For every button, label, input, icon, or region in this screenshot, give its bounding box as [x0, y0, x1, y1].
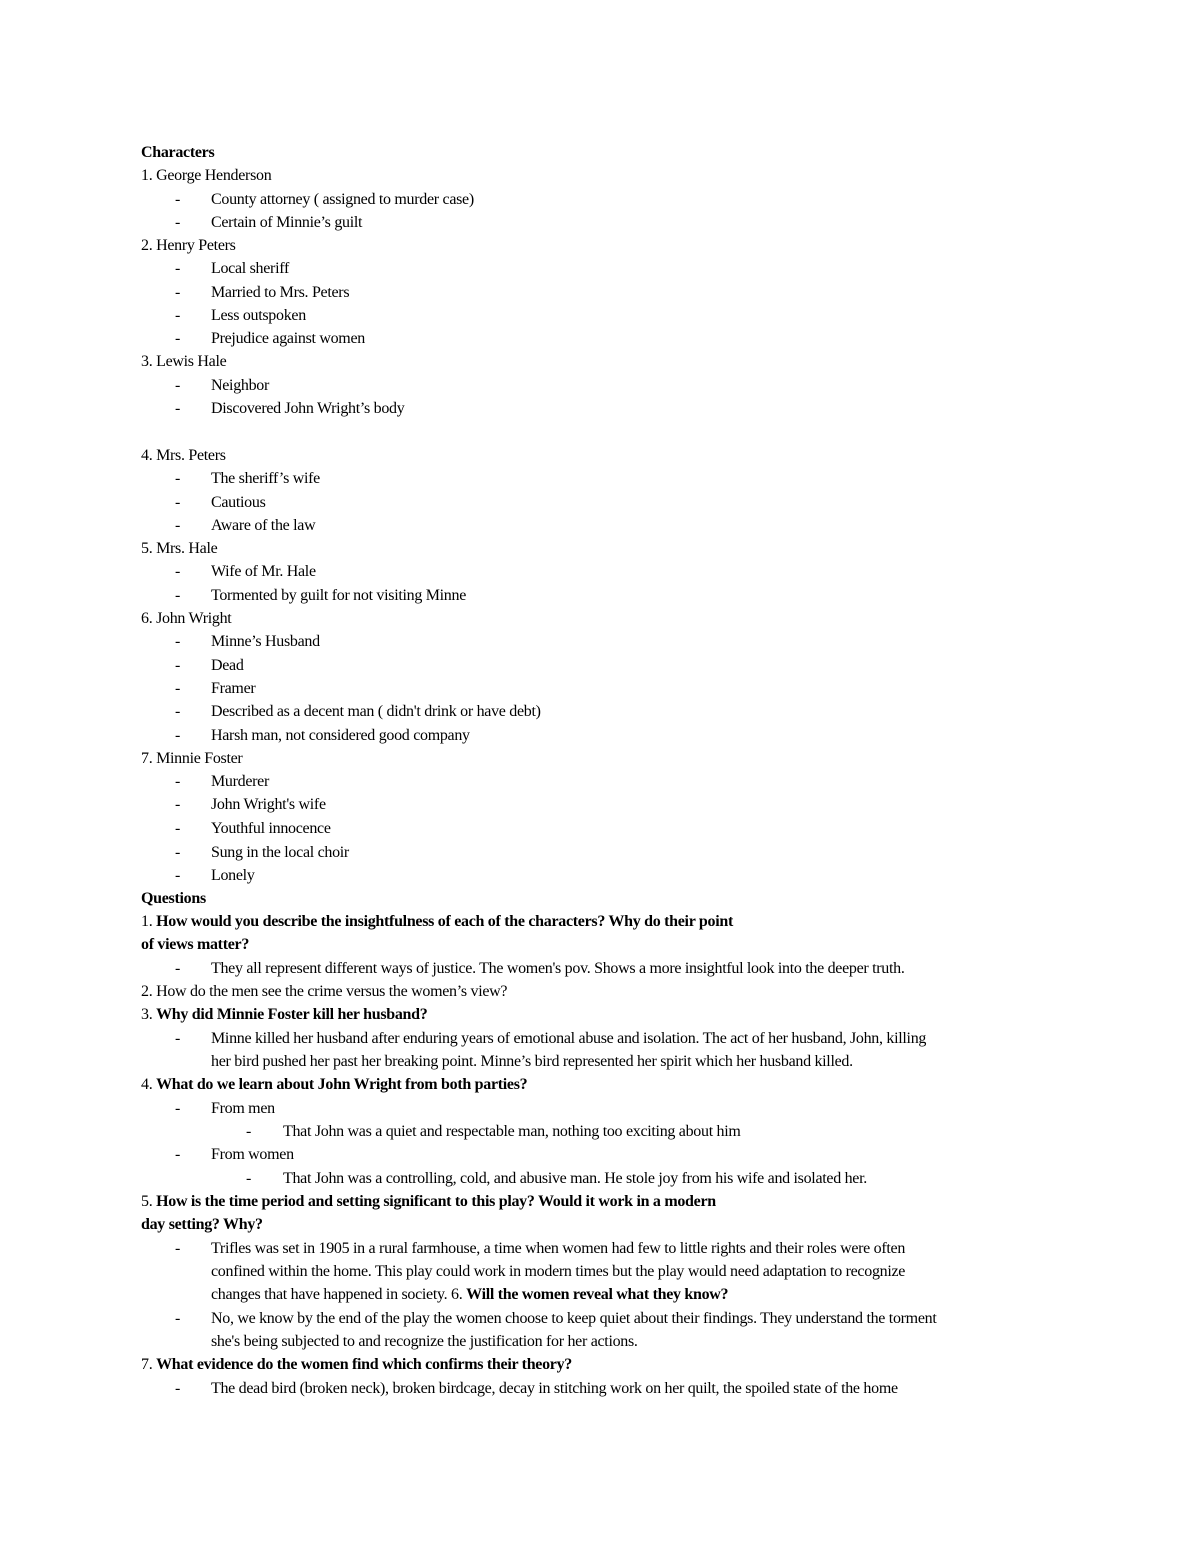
bullet-dash: -	[175, 727, 181, 744]
bullet-dash: -	[175, 680, 181, 697]
bullet-dash: -	[175, 307, 181, 324]
question-1	[141, 910, 733, 933]
bullet-dash: -	[175, 1100, 181, 1117]
character-name: 7. Minnie Foster	[141, 750, 243, 767]
character-trait: Harsh man, not considered good company	[211, 727, 470, 744]
question-text: What evidence do the women find which confirms their theory?	[156, 1356, 573, 1373]
answer-text: They all represent different ways of justice. The women's pov. Shows a more insightful look into the deeper truth.	[211, 960, 905, 977]
questions-heading: Questions	[141, 890, 206, 907]
character-trait: Less outspoken	[211, 307, 306, 324]
question-number: 7.	[141, 1356, 157, 1373]
character-trait: John Wright's wife	[211, 796, 326, 813]
bullet-dash: -	[175, 1146, 181, 1163]
character-name: 4. Mrs. Peters	[141, 447, 226, 464]
bullet-dash: -	[175, 214, 181, 231]
bullet-dash: -	[175, 284, 181, 301]
answer-text: Minne killed her husband after enduring years of emotional abuse and isolation. The act of her husband, John, killing	[211, 1030, 927, 1047]
answer-text-continued	[211, 1283, 728, 1306]
answer-text-continued: her bird pushed her past her breaking point. Minne’s bird represented her spirit which her husband killed.	[211, 1053, 853, 1070]
bullet-dash: -	[175, 820, 181, 837]
answer-text-plain: changes that have happened in society. 6.	[211, 1286, 467, 1303]
character-trait: Discovered John Wright’s body	[211, 400, 405, 417]
answer-text-continued: confined within the home. This play could work in modern times but the play would need adaptation to recognize	[211, 1263, 906, 1280]
bullet-dash: -	[175, 517, 181, 534]
bullet-dash: -	[175, 844, 181, 861]
bullet-dash: -	[175, 633, 181, 650]
character-trait: Youthful innocence	[211, 820, 331, 837]
question-2: 2. How do the men see the crime versus the women’s view?	[141, 983, 508, 1000]
character-trait: Lonely	[211, 867, 255, 884]
answer-subheading: From women	[211, 1146, 294, 1163]
question-6-text: Will the women reveal what they know?	[466, 1286, 729, 1303]
question-text-continued: of views matter?	[141, 936, 250, 953]
answer-subheading: From men	[211, 1100, 275, 1117]
answer-text: That John was a quiet and respectable man, nothing too exciting about him	[283, 1123, 741, 1140]
question-text-continued: day setting? Why?	[141, 1216, 263, 1233]
bullet-dash: -	[246, 1123, 252, 1140]
character-trait: Aware of the law	[211, 517, 316, 534]
bullet-dash: -	[175, 1030, 181, 1047]
bullet-dash: -	[175, 1380, 181, 1397]
question-5	[141, 1190, 716, 1213]
answer-text: The dead bird (broken neck), broken birdcage, decay in stitching work on her quilt, the spoiled state of the home	[211, 1380, 898, 1397]
question-text: How would you describe the insightfulness of each of the characters? Why do their point	[156, 913, 733, 930]
question-number: 4.	[141, 1076, 157, 1093]
character-trait: Described as a decent man ( didn't drink or have debt)	[211, 703, 541, 720]
bullet-dash: -	[175, 377, 181, 394]
question-number: 1.	[141, 913, 157, 930]
character-trait: Certain of Minnie’s guilt	[211, 214, 363, 231]
question-number: 3.	[141, 1006, 157, 1023]
bullet-dash: -	[175, 703, 181, 720]
bullet-dash: -	[175, 191, 181, 208]
character-trait: The sheriff’s wife	[211, 470, 320, 487]
answer-text: No, we know by the end of the play the women choose to keep quiet about their findings. They understand the torment	[211, 1310, 937, 1327]
character-trait: Framer	[211, 680, 256, 697]
question-text: Why did Minnie Foster kill her husband?	[156, 1006, 428, 1023]
bullet-dash: -	[175, 260, 181, 277]
bullet-dash: -	[175, 867, 181, 884]
character-trait: Neighbor	[211, 377, 270, 394]
character-trait: Sung in the local choir	[211, 844, 349, 861]
character-trait: Local sheriff	[211, 260, 289, 277]
character-name: 5. Mrs. Hale	[141, 540, 218, 557]
question-text: What do we learn about John Wright from both parties?	[156, 1076, 528, 1093]
bullet-dash: -	[175, 960, 181, 977]
question-4	[141, 1073, 527, 1096]
bullet-dash: -	[175, 1240, 181, 1257]
bullet-dash: -	[175, 494, 181, 511]
bullet-dash: -	[175, 563, 181, 580]
bullet-dash: -	[175, 657, 181, 674]
character-trait: Married to Mrs. Peters	[211, 284, 350, 301]
question-3	[141, 1003, 427, 1026]
character-trait: Tormented by guilt for not visiting Minne	[211, 587, 466, 604]
character-trait: Minne’s Husband	[211, 633, 320, 650]
characters-heading: Characters	[141, 144, 215, 161]
character-trait: County attorney ( assigned to murder case)	[211, 191, 474, 208]
bullet-dash: -	[175, 330, 181, 347]
character-trait: Cautious	[211, 494, 266, 511]
character-name: 3. Lewis Hale	[141, 353, 227, 370]
bullet-dash: -	[175, 1310, 181, 1327]
character-trait: Prejudice against women	[211, 330, 365, 347]
question-7	[141, 1353, 572, 1376]
answer-text-continued: she's being subjected to and recognize the justification for her actions.	[211, 1333, 638, 1350]
character-trait: Dead	[211, 657, 244, 674]
character-trait: Wife of Mr. Hale	[211, 563, 316, 580]
bullet-dash: -	[246, 1170, 252, 1187]
bullet-dash: -	[175, 773, 181, 790]
bullet-dash: -	[175, 400, 181, 417]
question-text: How is the time period and setting significant to this play? Would it work in a modern	[156, 1193, 716, 1210]
character-name: 6. John Wright	[141, 610, 232, 627]
answer-text: That John was a controlling, cold, and abusive man. He stole joy from his wife and isolated her.	[283, 1170, 867, 1187]
bullet-dash: -	[175, 587, 181, 604]
character-name: 1. George Henderson	[141, 167, 272, 184]
answer-text: Trifles was set in 1905 in a rural farmhouse, a time when women had few to little rights and their roles were often	[211, 1240, 906, 1257]
question-number: 5.	[141, 1193, 157, 1210]
bullet-dash: -	[175, 470, 181, 487]
character-trait: Murderer	[211, 773, 270, 790]
bullet-dash: -	[175, 796, 181, 813]
character-name: 2. Henry Peters	[141, 237, 236, 254]
